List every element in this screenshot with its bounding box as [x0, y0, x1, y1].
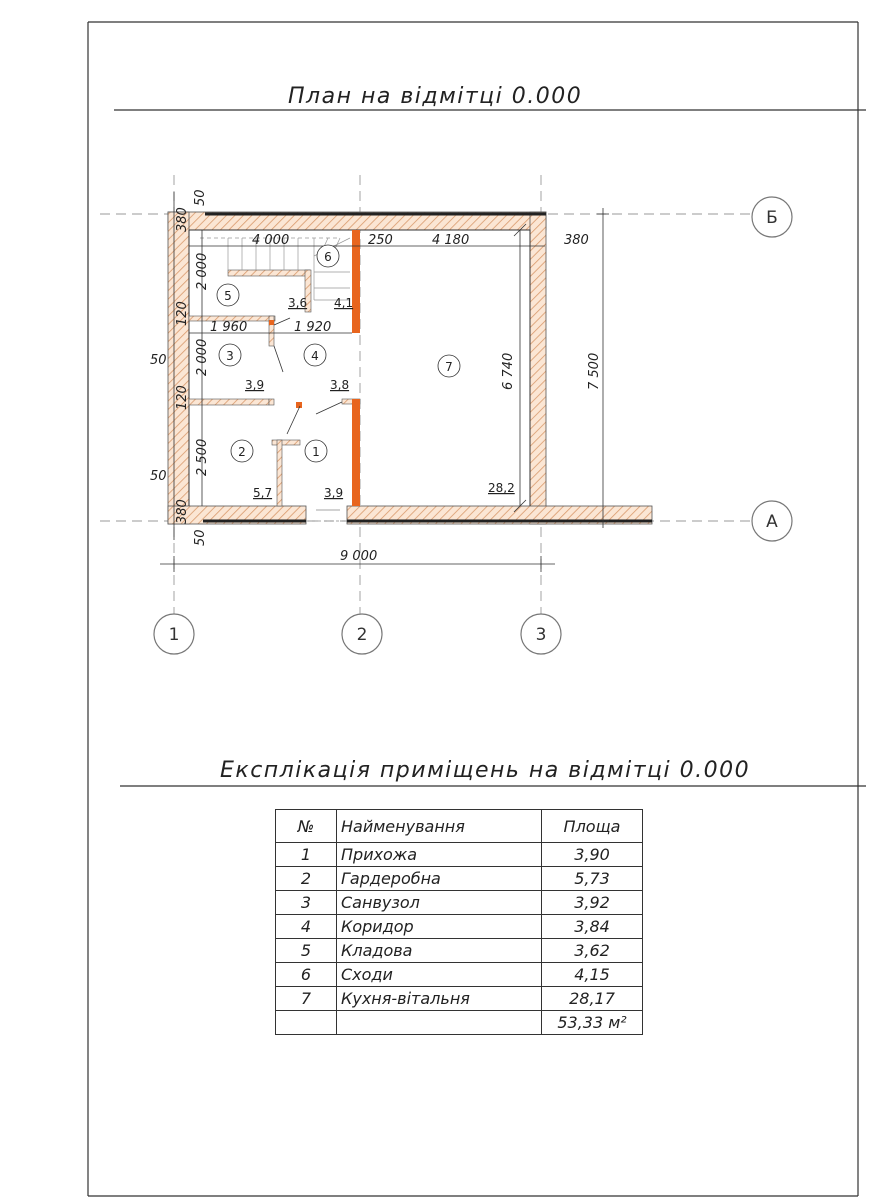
- table-row: [276, 987, 643, 1011]
- table-row: [276, 963, 643, 987]
- row-area: 5,73: [542, 867, 643, 891]
- axis-label-a: А: [766, 512, 778, 532]
- dim-left-120b: 120: [175, 385, 190, 410]
- axis-label-b: Б: [766, 208, 778, 228]
- room-number-4: 4: [311, 349, 319, 363]
- room-number-6: 6: [324, 250, 332, 264]
- row-num: 1: [276, 843, 337, 867]
- axis-markers: [154, 197, 792, 654]
- row-num: 3: [276, 891, 337, 915]
- dim-mid-1960: 1 960: [210, 320, 248, 335]
- dim-top-4000: 4 000: [252, 233, 290, 248]
- dim-inner-6740: 6 740: [501, 352, 516, 390]
- row-num: 7: [276, 987, 337, 1011]
- col-header-area: Площа: [542, 810, 643, 843]
- table-row: [276, 939, 643, 963]
- row-area: 3,90: [542, 843, 643, 867]
- total-area: 53,33 м²: [542, 1011, 643, 1035]
- plan-title: План на відмітці 0.000: [288, 84, 583, 109]
- row-area: 28,17: [542, 987, 643, 1011]
- table-row: [276, 867, 643, 891]
- room-number-1: 1: [312, 445, 320, 459]
- table-total-row: [276, 1011, 643, 1035]
- total-num-empty: [276, 1011, 337, 1035]
- explication-table: [275, 809, 643, 1035]
- dim-left-380b: 380: [175, 499, 190, 524]
- dim-left-120a: 120: [175, 301, 190, 326]
- room-area-3: 3,9: [245, 378, 265, 392]
- table-row: [276, 891, 643, 915]
- dim-left-50c: 50: [150, 469, 167, 484]
- dim-left-2000b: 2 000: [195, 338, 210, 376]
- dim-outer-7500: 7 500: [587, 352, 602, 390]
- row-num: 4: [276, 915, 337, 939]
- row-area: 3,84: [542, 915, 643, 939]
- dim-left-2500: 2 500: [195, 438, 210, 476]
- table-row: [276, 915, 643, 939]
- room-area-4: 3,8: [330, 378, 350, 392]
- col-header-name: Найменування: [337, 810, 542, 843]
- dim-left-380a: 380: [175, 207, 190, 232]
- row-area: 4,15: [542, 963, 643, 987]
- room-area-2: 5,7: [253, 486, 273, 500]
- row-num: 2: [276, 867, 337, 891]
- table-header-row: [276, 810, 643, 843]
- row-name: Санвузол: [337, 891, 542, 915]
- axis-label-2: 2: [356, 625, 368, 645]
- row-name: Коридор: [337, 915, 542, 939]
- row-name: Гардеробна: [337, 867, 542, 891]
- row-name: Кладова: [337, 939, 542, 963]
- col-header-num: №: [276, 810, 337, 843]
- row-name: Сходи: [337, 963, 542, 987]
- room-area-5: 3,6: [288, 296, 308, 310]
- dim-top-250: 250: [368, 233, 393, 248]
- dim-top-4180: 4 180: [432, 233, 470, 248]
- total-name-empty: [337, 1011, 542, 1035]
- dim-left-2000a: 2 000: [195, 252, 210, 290]
- row-num: 5: [276, 939, 337, 963]
- dim-left-50d: 50: [193, 529, 208, 546]
- row-name: Кухня-вітальня: [337, 987, 542, 1011]
- grid-axes: [100, 175, 760, 620]
- room-number-5: 5: [224, 289, 232, 303]
- row-num: 6: [276, 963, 337, 987]
- axis-label-3: 3: [535, 625, 547, 645]
- dim-left-50b: 50: [150, 353, 167, 368]
- room-area-6: 4,1: [334, 296, 354, 310]
- room-number-7: 7: [445, 360, 453, 374]
- room-markers: [217, 245, 460, 462]
- dim-bottom-9000: 9 000: [340, 549, 378, 564]
- room-number-3: 3: [226, 349, 234, 363]
- room-area-7: 28,2: [488, 481, 515, 495]
- row-area: 3,62: [542, 939, 643, 963]
- axis-label-1: 1: [168, 625, 180, 645]
- row-name: Прихожа: [337, 843, 542, 867]
- dim-left-50a: 50: [193, 189, 208, 206]
- row-area: 3,92: [542, 891, 643, 915]
- explication-title: Експлікація приміщень на відмітці 0.000: [220, 758, 751, 783]
- room-area-1: 3,9: [324, 486, 344, 500]
- room-number-2: 2: [238, 445, 246, 459]
- exterior-walls: [168, 212, 652, 524]
- dim-right-380: 380: [564, 233, 589, 248]
- table-row: [276, 843, 643, 867]
- dim-mid-1920: 1 920: [294, 320, 332, 335]
